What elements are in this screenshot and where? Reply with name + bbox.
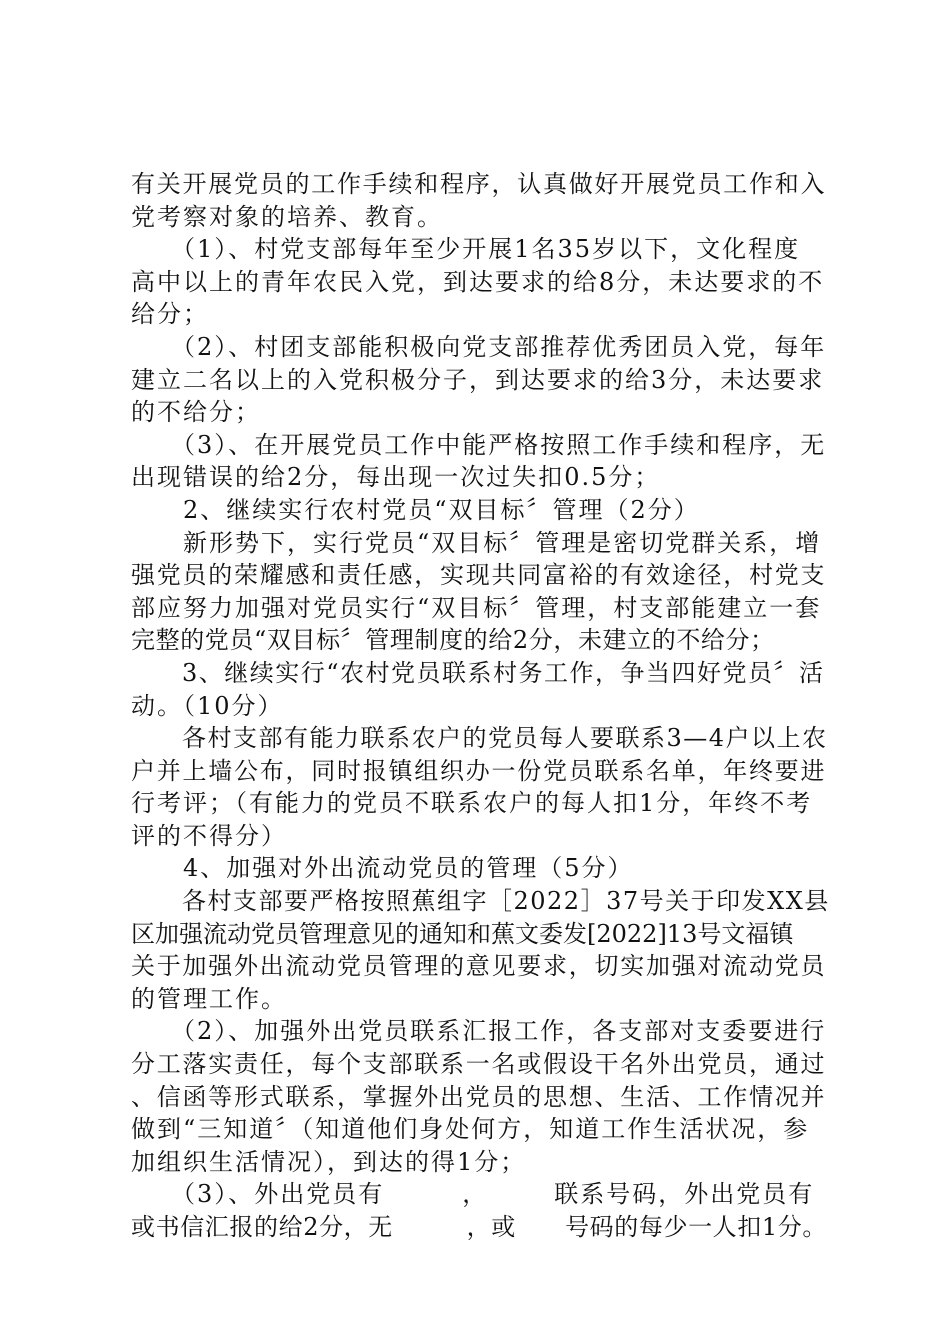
text-line: 行考评；（有能力的党员不联系农户的每人扣1分，年终不考 (131, 789, 813, 818)
text-line: 户并上墙公布，同时报镇组织办一份党员联系名单，年终要进 (131, 756, 827, 785)
text-line: 评的不得分） (131, 821, 287, 850)
text-line: 动。（10分） (131, 691, 284, 720)
text-line: 的不给分； (131, 398, 261, 427)
text-line: 或书信汇报的给2分，无 ，或 号码的每少一人扣1分。 (131, 1213, 827, 1241)
text-line: 4、加强对外出流动党员的管理（5分） (131, 854, 634, 883)
text-line: 、信函等形式联系，掌握外出党员的思想、生活、工作情况并 (131, 1082, 827, 1111)
text-line: 有关开展党员的工作手续和程序，认真做好开展党员工作和入 (131, 170, 827, 198)
text-line: 建立二名以上的入党积极分子，到达要求的给3分，未达要求 (131, 365, 825, 394)
text-line: 出现错误的给2分，每出现一次过失扣0.5分； (131, 463, 661, 492)
text-line: 高中以上的青年农民入党，到达要求的给8分，未达要求的不 (131, 267, 825, 296)
text-line: 关于加强外出流动党员管理的意见要求，切实加强对流动党员 (131, 952, 827, 981)
text-line: （2）、村团支部能积极向党支部推荐优秀团员入党，每年 (131, 332, 827, 361)
text-line: （3）、外出党员有 ， 联系号码，外出党员有 (131, 1180, 815, 1209)
text-line: （1）、村党支部每年至少开展1名35岁以下，文化程度 (131, 235, 801, 264)
text-line: （3）、在开展党员工作中能严格按照工作手续和程序，无 (131, 430, 827, 459)
text-line: 3、继续实行“农村党员联系村务工作，争当四好党员〞活 (131, 658, 825, 687)
text-line: 强党员的荣耀感和责任感，实现共同富裕的有效途径，村党支 (131, 561, 827, 590)
text-line: 完整的党员“双目标〞管理制度的给2分，未建立的不给分； (131, 626, 775, 655)
text-line: 做到“三知道〞（知道他们身处何方，知道工作生活状况，参 (131, 1115, 810, 1144)
text-line: 部应努力加强对党员实行“双目标〞管理，村支部能建立一套 (131, 593, 822, 622)
text-line: 各村支部有能力联系农户的党员每人要联系3—4户以上农 (131, 724, 828, 753)
text-line: 加组织生活情况），到达的得1分； (131, 1147, 527, 1176)
text-line: 党考察对象的培养、教育。 (131, 202, 443, 231)
text-line: 新形势下，实行党员“双目标〞管理是密切党群关系，增 (131, 528, 822, 557)
text-line: 区加强流动党员管理意见的通知和蕉文委发[2022]13号文福镇 (131, 919, 794, 948)
text-line: （2）、加强外出党员联系汇报工作，各支部对支委要进行 (131, 1017, 827, 1046)
text-line: 给分； (131, 300, 209, 329)
text-line: 各村支部要严格按照蕉组字［2022］37号关于印发XX县 (131, 887, 830, 916)
text-line: 分工落实责任，每个支部联系一名或假设干名外出党员，通过 (131, 1050, 827, 1079)
text-line: 的管理工作。 (131, 984, 287, 1013)
document-body (131, 168, 831, 1244)
text-line: 2、继续实行农村党员“双目标〞管理（2分） (131, 495, 700, 524)
